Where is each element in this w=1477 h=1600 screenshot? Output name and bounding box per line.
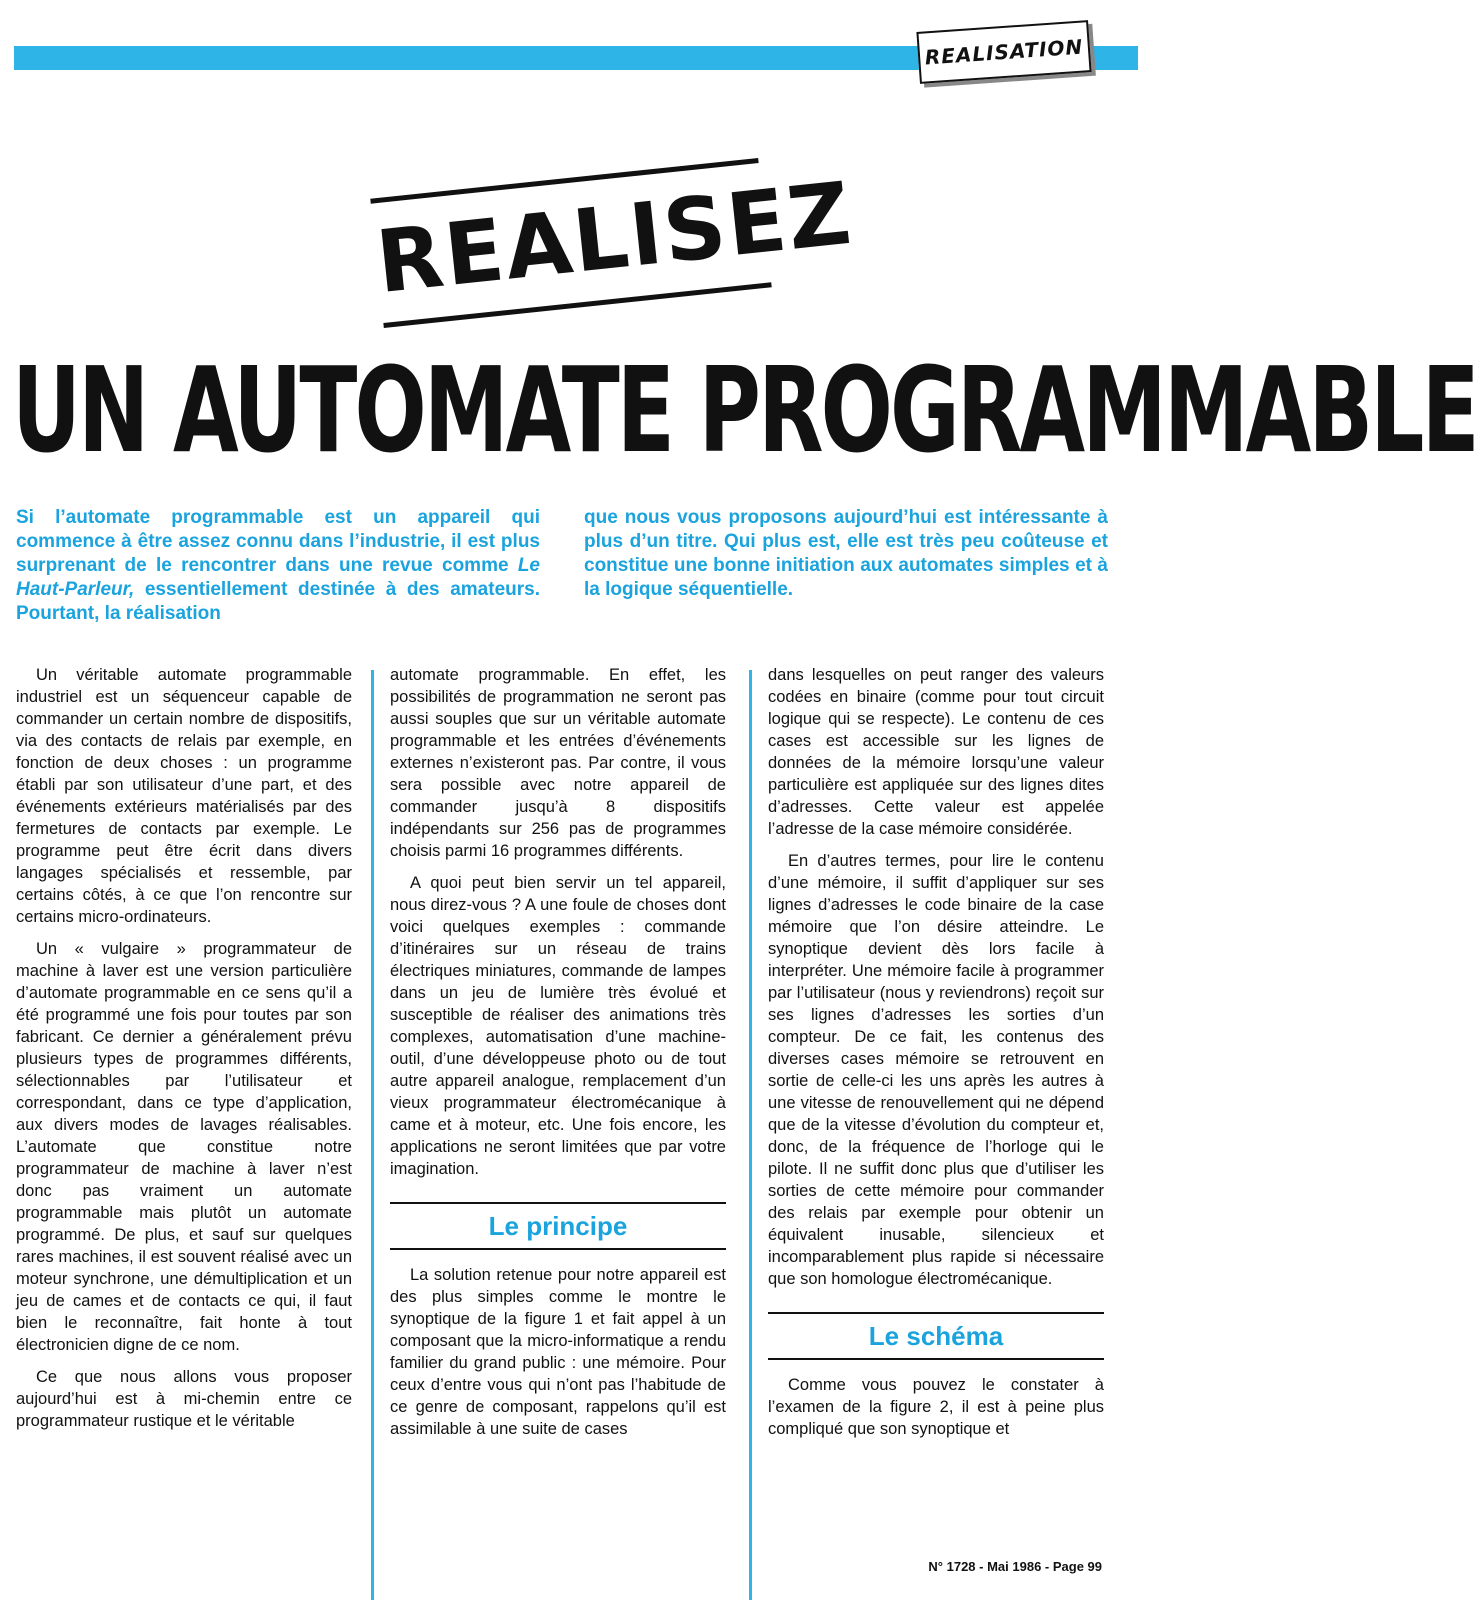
lede-left-text-a: Si l’automate programmable est un appareil qui commence à être assez connu dans l’industrie, il est plus surprenant de le rencontrer dans une revue comme: [16, 507, 540, 576]
kicker-title: REALISEZ: [371, 163, 858, 314]
lede-right: que nous vous proposons aujourd’hui est intéressante à plus d’un titre. Qui plus est, elle est très peu coûteuse et constitue une bonne initiation aux automates simples et à la logique séquentielle.: [584, 507, 1108, 600]
lede-left-text-b: essentiellement destinée à des amateurs. Pourtant, la réalisation: [16, 579, 540, 624]
column-2: [390, 664, 726, 1450]
subhead-principe: Le principe: [390, 1202, 726, 1250]
paragraph: Ce que nous allons vous proposer aujourd’hui est à mi-chemin entre ce programmateur rustique et le véritable: [16, 1368, 352, 1430]
subhead-schema: Le schéma: [768, 1312, 1104, 1360]
section-tag: REALISATION: [916, 20, 1091, 84]
paragraph: dans lesquelles on peut ranger des valeurs codées en binaire (comme pour tout circuit logique qui se respecte). Le contenu de ces cases est accessible sur les lignes de données de la mémoire lorsqu’une valeur particulière est appliquée sur des lignes dites d’adresses. Cette valeur est appelée l’adresse de la case mémoire considérée.: [768, 666, 1104, 838]
column-1: [16, 664, 352, 1442]
column-divider-2: [749, 670, 752, 1600]
paragraph: En d’autres termes, pour lire le contenu d’une mémoire, il suffit d’appliquer sur ses lignes d’adresses le code binaire de la case mémoire que l’on désire atteindre. Le synoptique devient dès lors facile à interpréter. Une mémoire facile à programmer par l’utilisateur (nous y reviendrons) reçoit sur ses lignes d’adresses les sorties d’un compteur. De ce fait, les contenus des diverses cases mémoire se retrouvent en sortie de celle-ci les uns après les autres à une vitesse de renouvellement qui ne dépend que de la vitesse d’évolution du compteur et, donc, de la fréquence de l’horloge qui le pilote. Il ne suffit donc plus que d’utiliser les sorties de cette mémoire pour commander des relais par exemple pour obtenir un équivalent inusable, silencieux et incomparablement plus rapide si nécessaire que son homologue électromécanique.: [768, 852, 1104, 1288]
paragraph: Un véritable automate programmable industriel est un séquenceur capable de commander un certain nombre de dispositifs, via des contacts de relais par exemple, en fonction de deux choses : un programme établi par son utilisateur d’une part, et des événements extérieurs matérialisés par des fermetures de contacts par exemple. Le programme peut être écrit dans divers langages spécialisés et ressemble, par certains côtés, à ce que l’on rencontre sur certains micro-ordinateurs.: [16, 666, 352, 926]
kicker-block: [370, 158, 858, 328]
page-headline: UN AUTOMATE PROGRAMMABLE: [12, 341, 1477, 479]
column-3: [768, 664, 1104, 1450]
lede-left-publication: Le Haut-Parleur,: [16, 555, 540, 600]
paragraph: automate programmable. En effet, les possibilités de programmation ne seront pas aussi souples que sur un véritable automate programmable et les entrées d’événements externes n’existeront pas. Par contre, il vous sera possible avec notre appareil de commander jusqu’à 8 dispositifs indépendants sur 256 pas de programmes choisis parmi 16 programmes différents.: [390, 666, 726, 860]
column-divider-1: [371, 670, 374, 1600]
lede-left: [16, 506, 540, 626]
paragraph: La solution retenue pour notre appareil est des plus simples comme le montre le synoptique de la figure 1 et fait appel à un composant que la micro-informatique a rendu familier du grand public : une mémoire. Pour ceux d’entre vous qui n’ont pas l’habitude de ce genre de composant, rappelons qu’il est assimilable à une suite de cases: [390, 1266, 726, 1438]
paragraph: Comme vous pouvez le constater à l’examen de la figure 2, il est à peine plus compliqué que son synoptique et: [768, 1376, 1104, 1438]
paragraph: Un « vulgaire » programmateur de machine à laver est une version particulière d’automate programmable en ce sens qu’il a été programmé une fois pour toutes par son fabricant. Ce dernier a généralement prévu plusieurs types de programmes différents, sélectionnables par l’utilisateur et correspondant, dans ce type d’application, aux divers modes de lavages réalisables. L’automate que constitue notre programmateur de machine à laver n’est donc pas vraiment un automate programmable mais plutôt un automate programmé. De plus, et sauf sur quelques rares machines, il est souvent réalisé avec un moteur synchrone, une démultiplication et un jeu de cames et de contacts ce qui, il faut bien le reconnaître, fait honte à tout électronicien digne de ce nom.: [16, 940, 352, 1354]
paragraph: A quoi peut bien servir un tel appareil, nous direz-vous ? A une foule de choses dont voici quelques exemples : commande d’itinéraires sur un réseau de trains électriques miniatures, commande de lampes dans un jeu de lumière très évolué et susceptible de réaliser des animations très complexes, automatisation d’une machine-outil, d’une développeuse photo ou de tout autre appareil analogue, remplacement d’un vieux programmateur électromécanique à came et à moteur, etc. Une fois encore, les applications ne seront limitées que par votre imagination.: [390, 874, 726, 1178]
page-folio: N° 1728 - Mai 1986 - Page 99: [928, 1559, 1102, 1574]
